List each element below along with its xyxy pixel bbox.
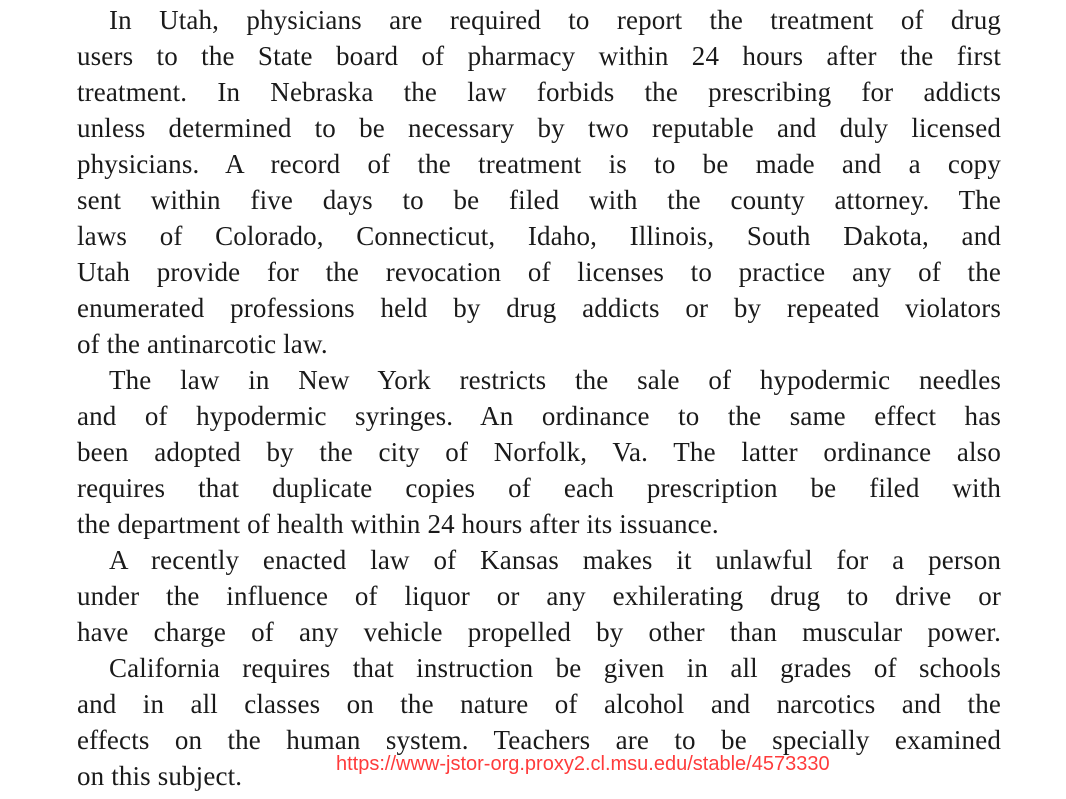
text-line: enumerated professions held by drug addicts or by repeated violators <box>77 293 1001 323</box>
text-line: In Utah, physicians are required to report the treatment of drug <box>109 5 1001 35</box>
text-line: effects on the human system. Teachers are to be specially examined <box>77 725 1001 755</box>
text-line: users to the State board of pharmacy within 24 hours after the first <box>77 41 1001 71</box>
text-line: treatment. In Nebraska the law forbids the prescribing for addicts <box>77 77 1001 107</box>
text-line: and in all classes on the nature of alcohol and narcotics and the <box>77 689 1001 719</box>
text-line: under the influence of liquor or any exhilerating drug to drive or <box>77 581 1001 611</box>
text-line: the department of health within 24 hours after its issuance. <box>77 509 719 539</box>
text-line: physicians. A record of the treatment is to be made and a copy <box>77 149 1001 179</box>
paragraph <box>77 362 1001 542</box>
text-line: sent within five days to be filed with the county attorney. The <box>77 185 1001 215</box>
text-line: have charge of any vehicle propelled by other than muscular power. <box>77 617 1001 647</box>
paragraph <box>77 2 1001 362</box>
text-line: A recently enacted law of Kansas makes it unlawful for a person <box>109 545 1001 575</box>
document-page <box>77 2 1001 794</box>
paragraph <box>77 542 1001 650</box>
text-line: on this subject. <box>77 761 243 791</box>
text-line: been adopted by the city of Norfolk, Va. The latter ordinance also <box>77 437 1001 467</box>
source-url-watermark[interactable]: https://www-jstor-org.proxy2.cl.msu.edu/stable/4573330 <box>336 753 830 775</box>
text-line: and of hypodermic syringes. An ordinance to the same effect has <box>77 401 1001 431</box>
text-line: of the antinarcotic law. <box>77 329 328 359</box>
text-line: unless determined to be necessary by two reputable and duly licensed <box>77 113 1001 143</box>
text-line: requires that duplicate copies of each prescription be filed with <box>77 473 1001 503</box>
text-line: California requires that instruction be given in all grades of schools <box>109 653 1001 683</box>
text-line: laws of Colorado, Connecticut, Idaho, Illinois, South Dakota, and <box>77 221 1001 251</box>
text-line: Utah provide for the revocation of licenses to practice any of the <box>77 257 1001 287</box>
text-line: The law in New York restricts the sale of hypodermic needles <box>109 365 1001 395</box>
